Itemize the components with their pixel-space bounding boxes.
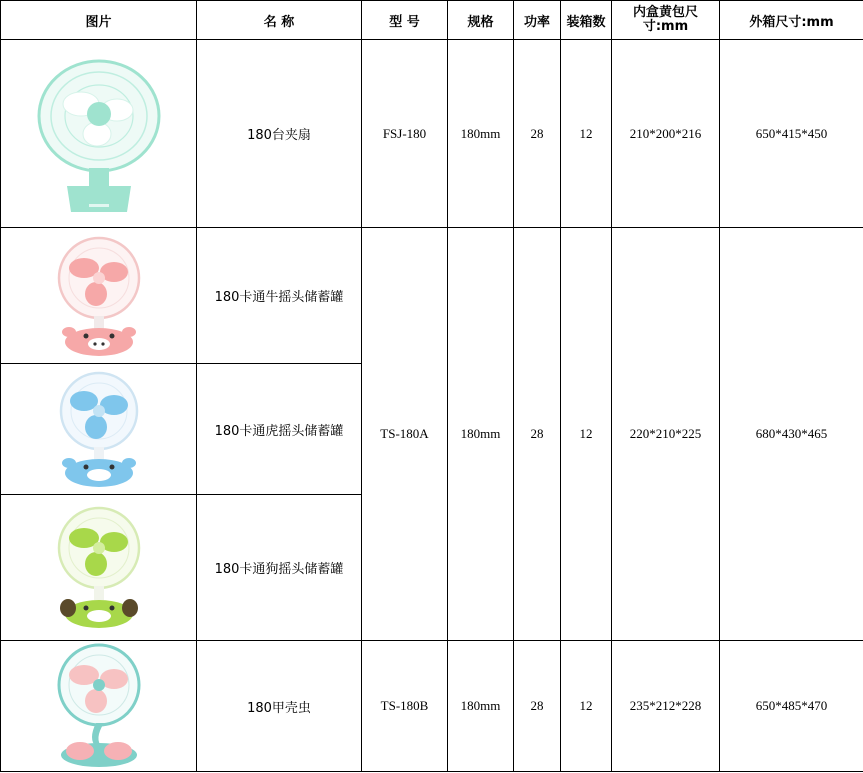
header-name: 名 称 [197,1,362,40]
header-inner-box-line1: 内盒黄包尺 [632,5,698,20]
power-cell: 28 [514,228,561,641]
pack-qty-cell: 12 [561,40,612,228]
table-row [1,228,863,364]
header-inner-box [612,1,720,40]
picture-cell [1,364,197,495]
header-inner-box-line2: 寸:mm [642,19,689,34]
product-name-cell: 180卡通虎摇头储蓄罐 [197,364,362,495]
header-picture: 图片 [1,1,197,40]
product-name-cell: 180甲壳虫 [197,641,362,772]
inner-box-cell: 210*200*216 [612,40,720,228]
size-cell: 180mm [448,228,514,641]
power-cell: 28 [514,641,561,772]
header-size: 规格 [448,1,514,40]
inner-box-cell: 220*210*225 [612,228,720,641]
table-row [1,40,863,228]
clip-fan-image [29,54,169,214]
dog-fan-image [44,504,154,632]
outer-box-cell: 650*485*470 [720,641,863,772]
outer-box-cell: 650*415*450 [720,40,863,228]
size-cell: 180mm [448,641,514,772]
product-name-cell: 180台夹扇 [197,40,362,228]
model-cell: TS-180A [362,228,448,641]
inner-box-cell: 235*212*228 [612,641,720,772]
product-name-cell: 180卡通狗摇头储蓄罐 [197,495,362,641]
header-power: 功率 [514,1,561,40]
picture-cell [1,40,197,228]
header-model: 型 号 [362,1,448,40]
cow-fan-image [44,234,154,358]
model-cell: FSJ-180 [362,40,448,228]
pack-qty-cell: 12 [561,641,612,772]
size-cell: 180mm [448,40,514,228]
beetle-fan-image [44,643,154,769]
picture-cell [1,228,197,364]
product-name-cell: 180卡通牛摇头储蓄罐 [197,228,362,364]
picture-cell [1,495,197,641]
header-pack-qty: 装箱数 [561,1,612,40]
header-outer-box: 外箱尺寸:mm [720,1,863,40]
table-row [1,641,863,772]
picture-cell [1,641,197,772]
header-row [1,1,863,40]
pack-qty-cell: 12 [561,228,612,641]
tiger-fan-image [44,369,154,489]
power-cell: 28 [514,40,561,228]
model-cell: TS-180B [362,641,448,772]
outer-box-cell: 680*430*465 [720,228,863,641]
